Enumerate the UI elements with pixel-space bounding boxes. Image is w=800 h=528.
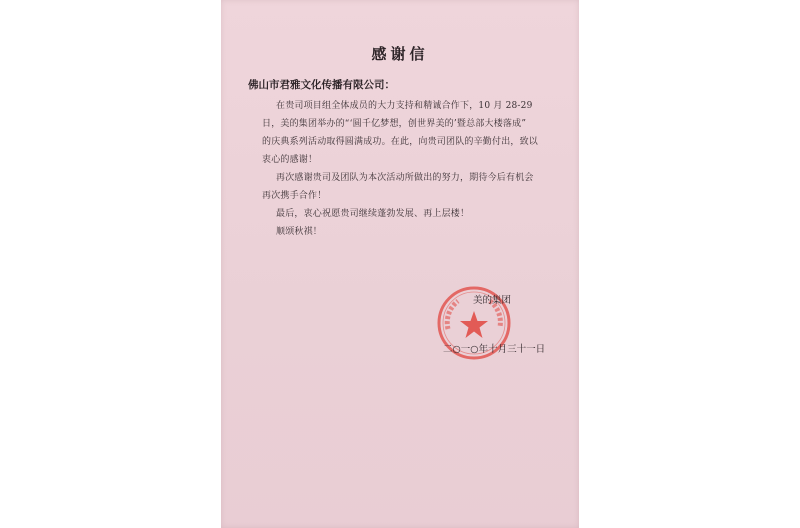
body-line: 再次感谢贵司及团队为本次活动所做出的努力，期待今后有机会 <box>276 173 534 183</box>
body-line: 的庆典系列活动取得圆满成功。在此，向贵司团队的辛勤付出，致以 <box>262 137 539 147</box>
scanned-letter <box>221 0 579 528</box>
body-line: 衷心的感谢！ <box>262 155 318 165</box>
letter-signer: 美的集团 <box>473 295 512 306</box>
letter-title: 感谢信 <box>371 45 429 63</box>
letter-date: 二○一○年十月三十一日 <box>443 344 546 355</box>
body-line: 在贵司项目组全体成员的大力支持和精诚合作下，10 月 28-29 <box>276 101 533 111</box>
body-line: 再次携手合作！ <box>262 191 327 201</box>
body-line: 日，美的集团举办的“‘圆千亿梦想，创世界美的’暨总部大楼落成” <box>262 119 527 129</box>
letter-recipient: 佛山市君雅文化传播有限公司： <box>248 79 395 91</box>
body-line: 顺颂秋祺！ <box>276 227 323 237</box>
body-line: 最后，衷心祝愿贵司继续蓬勃发展、再上层楼！ <box>276 209 470 219</box>
